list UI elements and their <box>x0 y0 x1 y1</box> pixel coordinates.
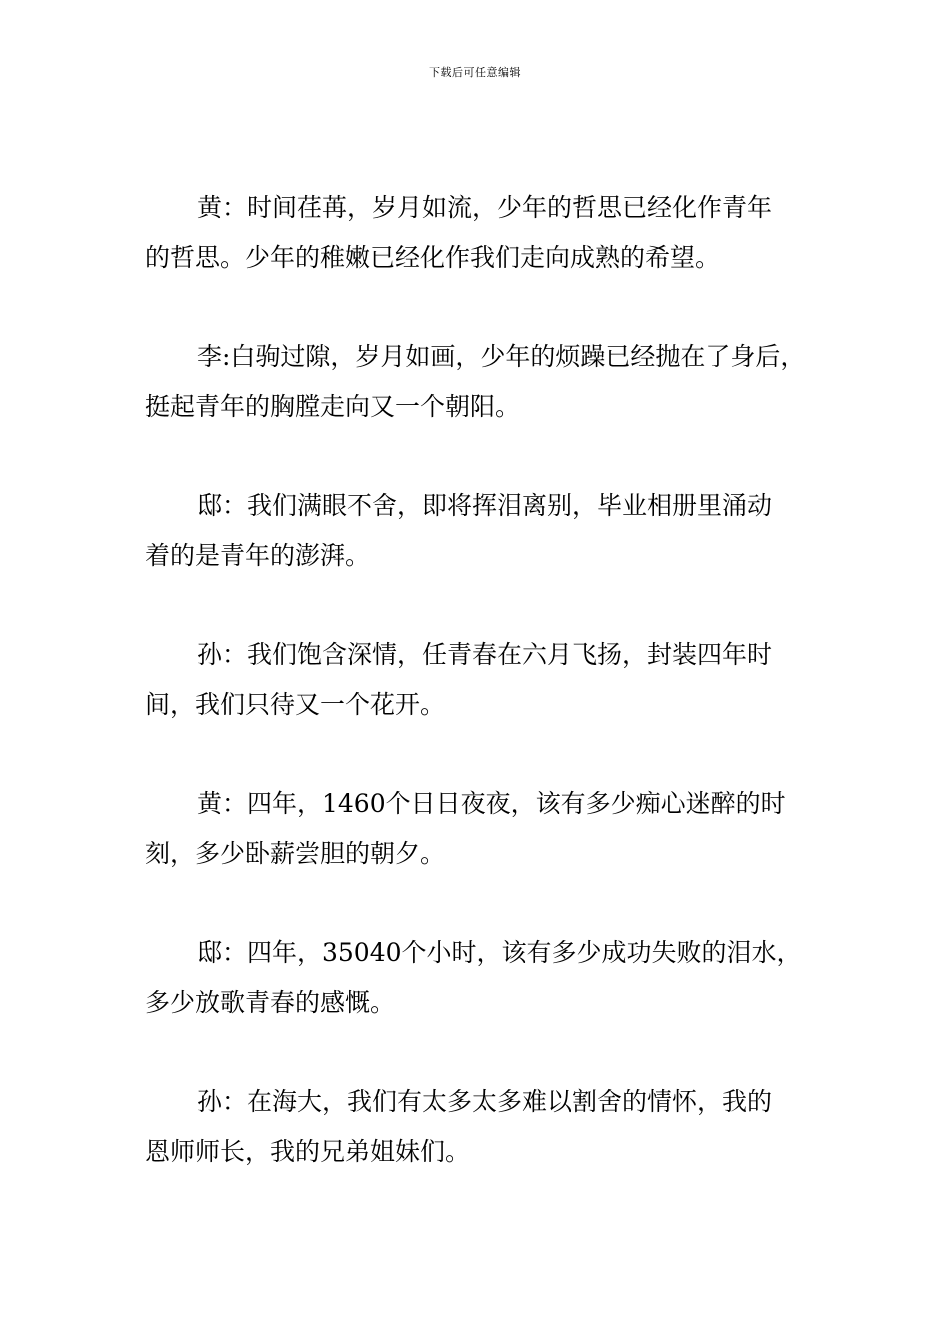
paragraph-huang-2: 黄：四年，1460个日日夜夜，该有多少痴心迷醉的时 刻，多少卧薪尝胆的朝夕。 <box>145 789 786 868</box>
paragraph-di-2: 邸：四年，35040个小时，该有多少成功失败的泪水， 多少放歌青春的感慨。 <box>145 938 802 1017</box>
paragraph-huang-1: 黄：时间荏苒，岁月如流，少年的哲思已经化作青年 的哲思。少年的稚嫩已经化作我们走向成熟的希望。 <box>145 193 773 272</box>
header-note: 下载后可任意编辑 <box>429 66 521 79</box>
paragraph-sun-1: 孙：我们饱含深情，任青春在六月飞扬，封装四年时 间，我们只待又一个花开。 <box>145 640 773 719</box>
paragraph-sun-2: 孙：在海大，我们有太多太多难以割舍的情怀，我的 恩师师长，我的兄弟姐妹们。 <box>145 1087 773 1166</box>
paragraph-li-1: 李:白驹过隙，岁月如画，少年的烦躁已经抛在了身后， 挺起青年的胸膛走向又一个朝阳。 <box>145 342 806 421</box>
paragraph-di-1: 邸：我们满眼不舍，即将挥泪离别，毕业相册里涌动 着的是青年的澎湃。 <box>145 491 773 570</box>
document-body <box>145 183 825 1226</box>
